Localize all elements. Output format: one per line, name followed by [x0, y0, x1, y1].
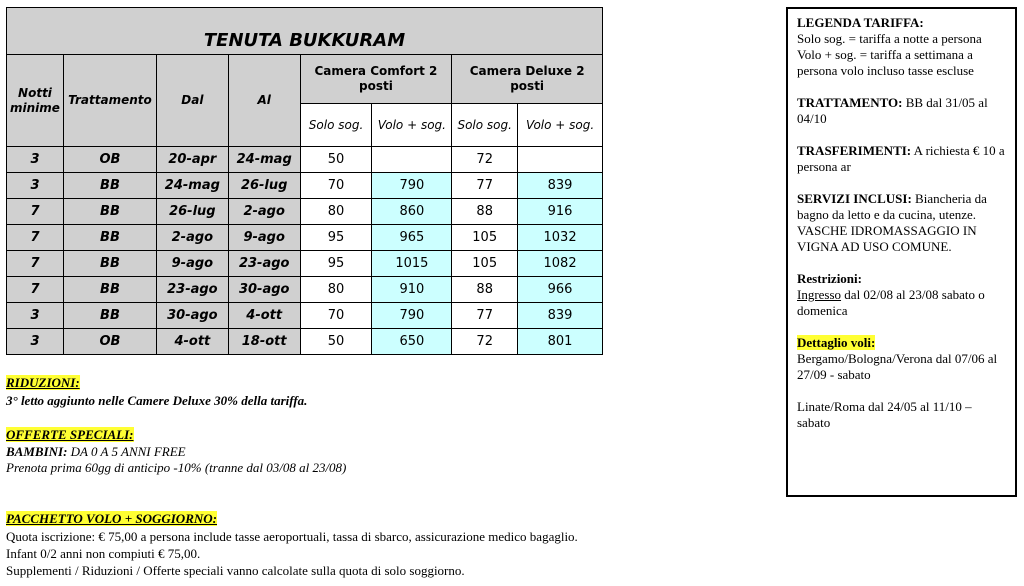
legend-box: [786, 7, 1017, 497]
cell-dal: 20-apr: [156, 147, 228, 173]
bambini-line: [6, 444, 186, 460]
cell-deluxe-solo: 88: [452, 199, 518, 225]
cell-deluxe-solo: 77: [452, 303, 518, 329]
cell-comfort-solo: 50: [300, 329, 372, 355]
header-al: Al: [228, 55, 300, 147]
cell-trattamento: BB: [63, 173, 156, 199]
offerte-heading: [6, 427, 134, 443]
cell-notti: 3: [7, 303, 64, 329]
legend-trasferimenti: [797, 143, 1007, 175]
cell-trattamento: BB: [63, 225, 156, 251]
cell-comfort-solo: 70: [300, 173, 372, 199]
cell-comfort-volo: 650: [372, 329, 452, 355]
cell-comfort-solo: 95: [300, 251, 372, 277]
cell-al: 30-ago: [228, 277, 300, 303]
bambini-label: BAMBINI:: [6, 444, 68, 459]
cell-dal: 30-ago: [156, 303, 228, 329]
cell-dal: 9-ago: [156, 251, 228, 277]
offerte-title: OFFERTE SPECIALI:: [6, 427, 134, 442]
cell-comfort-solo: 80: [300, 199, 372, 225]
riduzioni-title: RIDUZIONI:: [6, 375, 80, 390]
cell-deluxe-solo: 72: [452, 329, 518, 355]
legend-voli-text2: Linate/Roma dal 24/05 al 11/10 – sabato: [797, 399, 972, 430]
servizi-text: Biancheria da bagno da letto e da cucina, utenze.: [797, 191, 987, 222]
header-notti-minime: Notti minime: [7, 55, 64, 147]
infant-text: Infant 0/2 anni non compiuti € 75,00.: [6, 546, 201, 561]
legend-ingresso: [797, 287, 1007, 319]
legend-voli-text1: Bergamo/Bologna/Verona dal 07/06 al 27/09 - sabato: [797, 351, 998, 382]
cell-al: 26-lug: [228, 173, 300, 199]
legend-servizi: [797, 191, 1007, 223]
supplementi-text: Supplementi / Riduzioni / Offerte speciali vanno calcolate sulla quota di solo soggiorno.: [6, 563, 465, 578]
prenota-text: Prenota prima 60gg di anticipo -10% (tranne dal 03/08 al 23/08): [6, 460, 347, 475]
cell-trattamento: BB: [63, 251, 156, 277]
table-row: [7, 225, 603, 251]
cell-comfort-solo: 80: [300, 277, 372, 303]
header-dal: Dal: [156, 55, 228, 147]
cell-trattamento: BB: [63, 199, 156, 225]
cell-comfort-solo: 50: [300, 147, 372, 173]
cell-comfort-volo: 790: [372, 303, 452, 329]
header-camera-comfort: Camera Comfort 2 posti: [300, 55, 452, 104]
cell-al: 18-ott: [228, 329, 300, 355]
cell-dal: 24-mag: [156, 173, 228, 199]
cell-comfort-volo: [372, 147, 452, 173]
cell-al: 23-ago: [228, 251, 300, 277]
table-row: [7, 329, 603, 355]
header-deluxe-solo-sog: Solo sog.: [452, 104, 518, 147]
cell-comfort-volo: 1015: [372, 251, 452, 277]
price-table: [6, 7, 603, 355]
cell-deluxe-volo: 801: [518, 329, 603, 355]
table-body: [7, 147, 603, 355]
table-row: [7, 199, 603, 225]
cell-deluxe-volo: 1032: [518, 225, 603, 251]
cell-comfort-solo: 70: [300, 303, 372, 329]
cell-deluxe-volo: 1082: [518, 251, 603, 277]
restrizioni-label: Restrizioni:: [797, 271, 862, 286]
trasferimenti-label: TRASFERIMENTI:: [797, 143, 912, 158]
cell-dal: 26-lug: [156, 199, 228, 225]
header-camera-deluxe: Camera Deluxe 2 posti: [452, 55, 603, 104]
cell-dal: 2-ago: [156, 225, 228, 251]
cell-dal: 4-ott: [156, 329, 228, 355]
cell-notti: 3: [7, 173, 64, 199]
cell-dal: 23-ago: [156, 277, 228, 303]
header-trattamento: Trattamento: [63, 55, 156, 147]
table-row: [7, 251, 603, 277]
cell-deluxe-volo: 966: [518, 277, 603, 303]
cell-notti: 3: [7, 329, 64, 355]
legend-vasche: VASCHE IDROMASSAGGIO IN VIGNA AD USO COMUNE.: [797, 223, 977, 254]
legend-line-volo: Volo + sog. = tariffa a settimana a persona volo incluso tasse escluse: [797, 47, 974, 78]
servizi-label: SERVIZI INCLUSI:: [797, 191, 912, 206]
trattamento-label: TRATTAMENTO:: [797, 95, 903, 110]
trasferimenti-text: A richiesta € 10 a persona ar: [797, 143, 1005, 174]
bambini-text: DA 0 A 5 ANNI FREE: [67, 444, 186, 459]
cell-al: 2-ago: [228, 199, 300, 225]
table-row: [7, 303, 603, 329]
cell-deluxe-volo: 839: [518, 173, 603, 199]
legend-line-solo: Solo sog. = tariffa a notte a persona: [797, 31, 982, 46]
legend-voli-heading: [797, 335, 1007, 351]
riduzioni-heading: [6, 375, 80, 391]
table-row: [7, 173, 603, 199]
cell-comfort-solo: 95: [300, 225, 372, 251]
cell-trattamento: OB: [63, 329, 156, 355]
trattamento-text: BB dal 31/05 al 04/10: [797, 95, 988, 126]
cell-comfort-volo: 860: [372, 199, 452, 225]
header-deluxe-volo-sog: Volo + sog.: [518, 104, 603, 147]
cell-comfort-volo: 965: [372, 225, 452, 251]
legend-trattamento: [797, 95, 1007, 127]
cell-deluxe-volo: 839: [518, 303, 603, 329]
legend-title: LEGENDA TARIFFA:: [797, 15, 924, 30]
voli-label: Dettaglio voli:: [797, 335, 876, 350]
cell-al: 24-mag: [228, 147, 300, 173]
ingresso-text: dal 02/08 al 23/08 sabato o domenica: [797, 287, 985, 318]
cell-deluxe-solo: 105: [452, 225, 518, 251]
cell-deluxe-volo: 916: [518, 199, 603, 225]
riduzioni-text: 3° letto aggiunto nelle Camere Deluxe 30% della tariffa.: [6, 393, 308, 408]
table-row: [7, 277, 603, 303]
cell-comfort-volo: 910: [372, 277, 452, 303]
header-comfort-solo-sog: Solo sog.: [300, 104, 372, 147]
cell-deluxe-solo: 105: [452, 251, 518, 277]
cell-deluxe-solo: 88: [452, 277, 518, 303]
cell-deluxe-solo: 72: [452, 147, 518, 173]
table-row: [7, 147, 603, 173]
header-comfort-volo-sog: Volo + sog.: [372, 104, 452, 147]
cell-notti: 3: [7, 147, 64, 173]
ingresso-label: Ingresso: [797, 287, 842, 302]
table-title: TENUTA BUKKURAM: [7, 8, 603, 55]
pacchetto-title: PACCHETTO VOLO + SOGGIORNO:: [6, 511, 217, 526]
cell-comfort-volo: 790: [372, 173, 452, 199]
cell-trattamento: BB: [63, 277, 156, 303]
pacchetto-heading: [6, 511, 217, 527]
cell-trattamento: OB: [63, 147, 156, 173]
cell-notti: 7: [7, 225, 64, 251]
cell-al: 4-ott: [228, 303, 300, 329]
cell-al: 9-ago: [228, 225, 300, 251]
cell-notti: 7: [7, 199, 64, 225]
cell-trattamento: BB: [63, 303, 156, 329]
cell-notti: 7: [7, 251, 64, 277]
quota-text: Quota iscrizione: € 75,00 a persona include tasse aeroportuali, tassa di sbarco, assicurazione medico bagaglio.: [6, 529, 578, 544]
cell-deluxe-volo: [518, 147, 603, 173]
cell-notti: 7: [7, 277, 64, 303]
cell-deluxe-solo: 77: [452, 173, 518, 199]
